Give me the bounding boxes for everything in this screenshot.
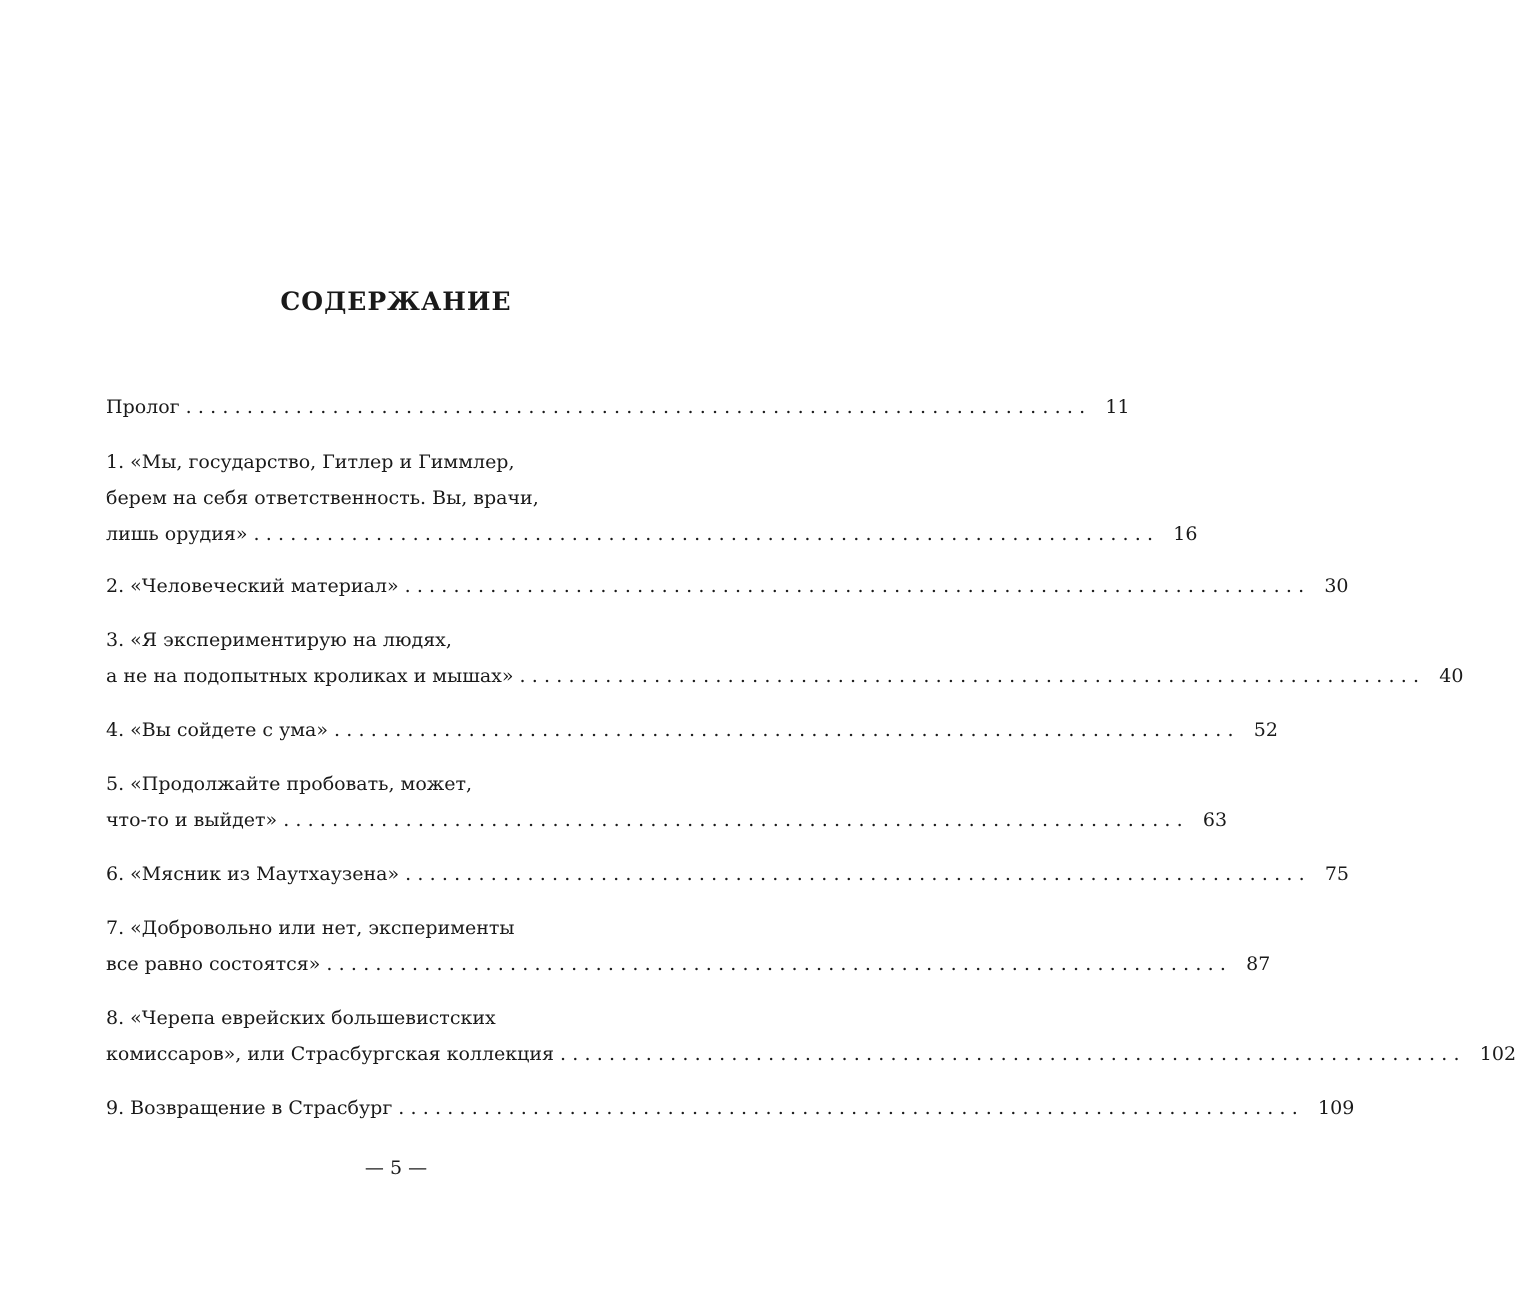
toc-entry-title-line: комиссаров», или Страсбургская коллекция: [106, 1043, 555, 1065]
toc-entry-title-line: 5. «Продолжайте пробовать, может,: [106, 773, 473, 795]
toc-entry-title-line: все равно состоятся»: [106, 953, 321, 975]
toc-entry-title-line: берем на себя ответственность. Вы, врачи,: [106, 487, 539, 509]
dot-leader: ..........................................................................: [326, 953, 1233, 975]
toc-page-number: 63: [1202, 809, 1228, 831]
toc-entry-title-line: 1. «Мы, государство, Гитлер и Гиммлер,: [106, 451, 515, 473]
toc-entry-chapter-7[interactable]: [106, 910, 1271, 982]
toc-page-number: 87: [1246, 953, 1271, 975]
dot-leader: ..........................................................................: [253, 523, 1160, 545]
dot-leader: ..........................................................................: [398, 1097, 1305, 1119]
toc-page-number: 16: [1173, 523, 1198, 545]
toc-entry-title-line: что-то и выйдет»: [106, 809, 278, 831]
dot-leader: ..........................................................................: [404, 575, 1311, 597]
toc-entry-chapter-3[interactable]: [106, 622, 1464, 694]
toc-entry-title-line: лишь орудия»: [106, 523, 248, 545]
toc-entry-title-line: 7. «Добровольно или нет, эксперименты: [106, 917, 515, 939]
toc-entry-title: 6. «Мясник из Маутхаузена»: [106, 863, 400, 885]
toc-page-number: 40: [1439, 665, 1464, 687]
toc-entry-title-line: 8. «Черепа еврейских большевистских: [106, 1007, 496, 1029]
dot-leader: ..........................................................................: [334, 719, 1240, 741]
dot-leader: ..........................................................................: [405, 863, 1311, 885]
toc-page-number: 11: [1105, 396, 1130, 418]
toc-entry-chapter-5[interactable]: [106, 766, 1228, 838]
toc-page-number: 30: [1324, 575, 1349, 597]
toc-entry-chapter-8[interactable]: [106, 1000, 1516, 1072]
toc-entry-title: 9. Возвращение в Страсбург: [106, 1097, 393, 1119]
dot-leader: ..........................................................................: [185, 396, 1092, 418]
toc-entry-title-line: а не на подопытных кроликах и мышах»: [106, 665, 514, 687]
toc-entry-title: 2. «Человеческий материал»: [106, 575, 399, 597]
toc-page-number: 75: [1324, 863, 1350, 885]
dot-leader: ..........................................................................: [560, 1043, 1466, 1065]
dot-leader: ..........................................................................: [283, 809, 1189, 831]
page-title: СОДЕРЖАНИЕ: [280, 287, 512, 316]
toc-entry-title: 4. «Вы сойдете с ума»: [106, 719, 328, 741]
toc-page-number: 52: [1253, 719, 1278, 741]
toc-entry-chapter-2[interactable]: [106, 568, 1349, 604]
toc-page-number: 102: [1479, 1043, 1516, 1065]
dot-leader: ..........................................................................: [519, 665, 1426, 687]
toc-entry-chapter-1[interactable]: [106, 444, 1198, 552]
page-number-footer: — 5 —: [364, 1157, 428, 1179]
toc-entry-title-line: 3. «Я экспериментирую на людях,: [106, 629, 452, 651]
toc-entry-chapter-9[interactable]: [106, 1090, 1355, 1126]
toc-entry-prologue[interactable]: [106, 389, 1130, 425]
toc-entry-chapter-4[interactable]: [106, 712, 1278, 748]
toc-entry-title: Пролог: [106, 396, 180, 418]
toc-page-number: 109: [1318, 1097, 1355, 1119]
toc-entry-chapter-6[interactable]: [106, 856, 1350, 892]
